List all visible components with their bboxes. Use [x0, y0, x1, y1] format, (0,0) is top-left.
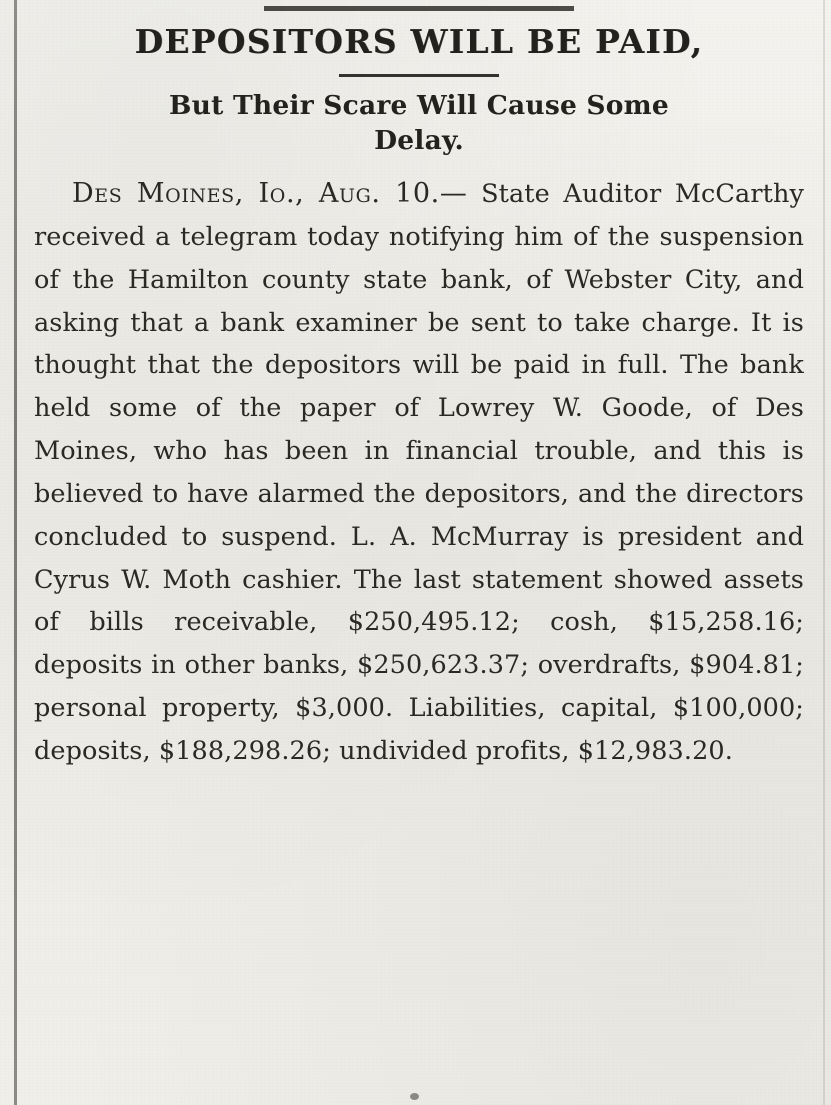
article-column [34, 0, 804, 798]
article-headline: DEPOSITORS WILL BE PAID, [134, 22, 704, 61]
headline-divider-rule [339, 74, 499, 77]
article-dateline: Des Moines, Io., Aug. 10.— [72, 177, 468, 209]
subheadline-line-2: Delay. [374, 124, 464, 156]
column-rule-left [14, 0, 17, 1105]
top-divider-rule [264, 6, 574, 11]
article-body-text: State Auditor McCarthy received a telegram today notifying him of the suspension of the Hamilton county state bank, of Webster City, and asking that a bank examiner be sent to take charge. It is thought that the depositors will be paid in full. The bank held some of the paper of Lowrey W. Goode, of Des Moines, who has been in financial trouble, and this is believed to have alarmed the depositors, and the directors concluded to suspend. L. A. McMurray is president and Cyrus W. Moth cashier. The last statement showed assets of bills receivable, $250,495.12; cosh, $15,258.16; deposits in other banks, $250,623.37; overdrafts, $904.81; personal property, $3,000. Liabilities, capital, $100,000; deposits, $188,298.26; undivided profits, $12,983.20. [34, 178, 805, 766]
article-subheadline [34, 89, 804, 159]
subheadline-line-1: But Their Scare Will Cause Some [169, 89, 669, 121]
article-body [34, 171, 804, 773]
ink-speck [410, 1093, 419, 1100]
column-rule-right [823, 0, 825, 1105]
